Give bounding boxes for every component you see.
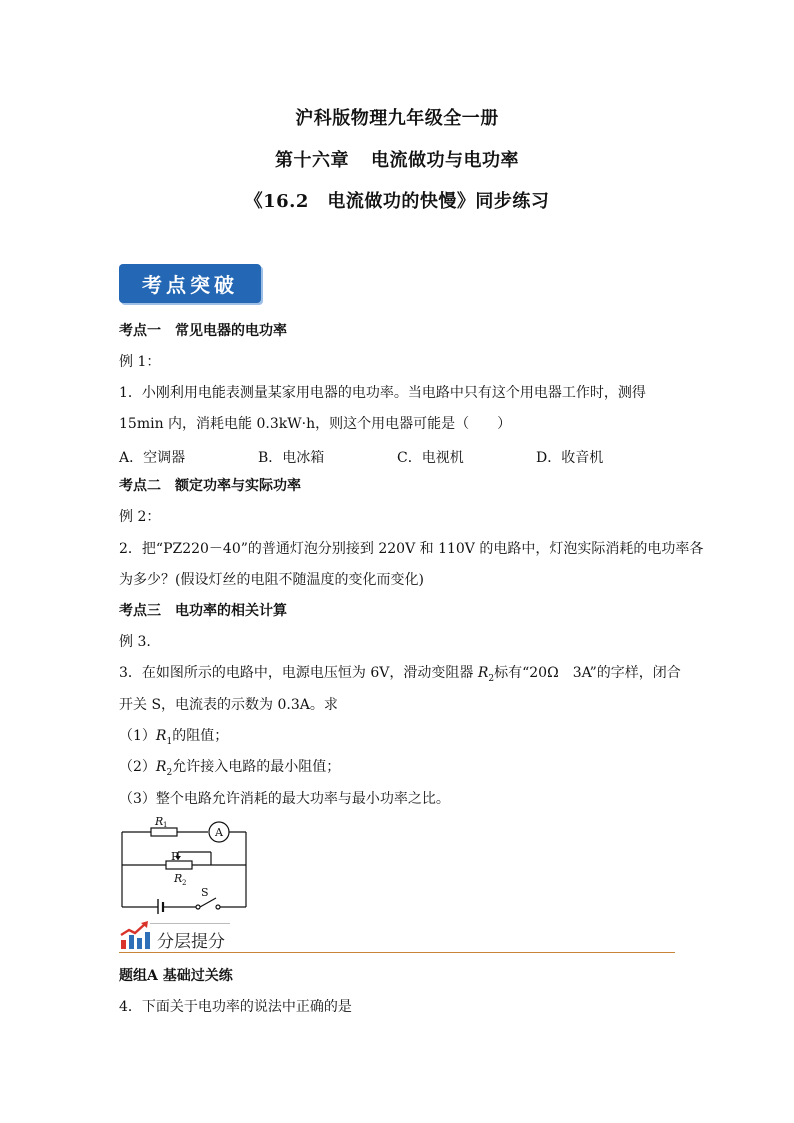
question3-text-b: 标有“20Ω 3A”的字样，闭合	[494, 665, 681, 681]
var-r2-sub: 2	[488, 673, 495, 684]
label-switch: S	[201, 886, 209, 899]
question3-text-a: 3．在如图所示的电路中，电源电压恒为 6V，滑动变阻器	[119, 665, 478, 681]
subquestion-3: （3）整个电路允许消耗的最大功率与最小功率之比。	[119, 791, 450, 807]
var-r2: R	[477, 665, 489, 681]
var-r2b: R	[155, 759, 167, 775]
question3-line1	[119, 664, 681, 688]
option-d: D．收音机	[536, 450, 604, 466]
subq2-text: 允许接入电路的最小阻值；	[172, 759, 341, 775]
switch-contact	[216, 905, 220, 909]
option-b: B．电冰箱	[258, 450, 325, 466]
chapter-title	[0, 146, 794, 172]
layers-top-rule	[150, 923, 230, 924]
chapter-name: 电流做功与电功率	[371, 150, 519, 171]
question1-line1: 1．小刚利用电能表测量某家用电器的电功率。当电路中只有这个用电器工作时，测得	[119, 385, 646, 401]
layers-heading: 分层提分	[157, 932, 225, 952]
subq1-prefix: （1）	[119, 728, 156, 744]
rheostat-r2	[166, 861, 192, 869]
example1-label: 例 1：	[119, 354, 161, 370]
switch-pivot	[196, 905, 200, 909]
example3-label: 例 3.	[119, 634, 151, 650]
label-r2: R	[174, 872, 183, 885]
section-banner: 考点突破	[119, 264, 261, 303]
book-title: 沪科版物理九年级全一册	[295, 108, 499, 129]
var-r1-sub: 1	[166, 736, 173, 747]
subquestion-1	[119, 727, 228, 751]
subq2-prefix: （2）	[119, 759, 156, 775]
chapter-number: 第十六章	[275, 150, 349, 171]
section1-heading: 考点一 常见电器的电功率	[119, 323, 287, 339]
group-a-heading: 题组A 基础过关练	[119, 968, 233, 984]
switch-lever	[200, 898, 216, 907]
question3-line2: 开关 S，电流表的示数为 0.3A。求	[119, 697, 338, 713]
label-ammeter: A	[215, 826, 223, 839]
question2-line2: 为多少？(假设灯丝的电阻不随温度的变化而变化)	[119, 572, 424, 588]
section3-heading: 考点三 电功率的相关计算	[119, 603, 287, 619]
var-r2b-sub: 2	[166, 767, 173, 778]
circuit-diagram	[118, 816, 260, 914]
lesson-title: 《16.2 电流做功的快慢》同步练习	[244, 191, 550, 212]
bar-chart-icon	[119, 921, 151, 951]
layers-divider	[119, 952, 675, 953]
subq1-text: 的阻值；	[172, 728, 229, 744]
option-a: A．空调器	[119, 450, 186, 466]
resistor-r1	[151, 828, 177, 836]
question2-line1: 2．把“PZ220－40”的普通灯泡分别接到 220V 和 110V 的电路中，灯泡实际消耗的电功率各	[119, 541, 704, 557]
subquestion-2	[119, 758, 340, 782]
var-r1: R	[155, 728, 167, 744]
label-slider-p: P	[171, 850, 179, 863]
question4: 4．下面关于电功率的说法中正确的是	[119, 999, 352, 1015]
question1-line2: 15min 内，消耗电能 0.3kW·h，则这个用电器可能是（ ）	[119, 416, 512, 432]
example2-label: 例 2：	[119, 509, 161, 525]
section2-heading: 考点二 额定功率与实际功率	[119, 478, 301, 494]
label-r2-sub: 2	[182, 879, 187, 887]
option-c: C．电视机	[397, 450, 464, 466]
label-r1: R	[155, 816, 164, 828]
label-r1-sub: 1	[163, 821, 168, 829]
